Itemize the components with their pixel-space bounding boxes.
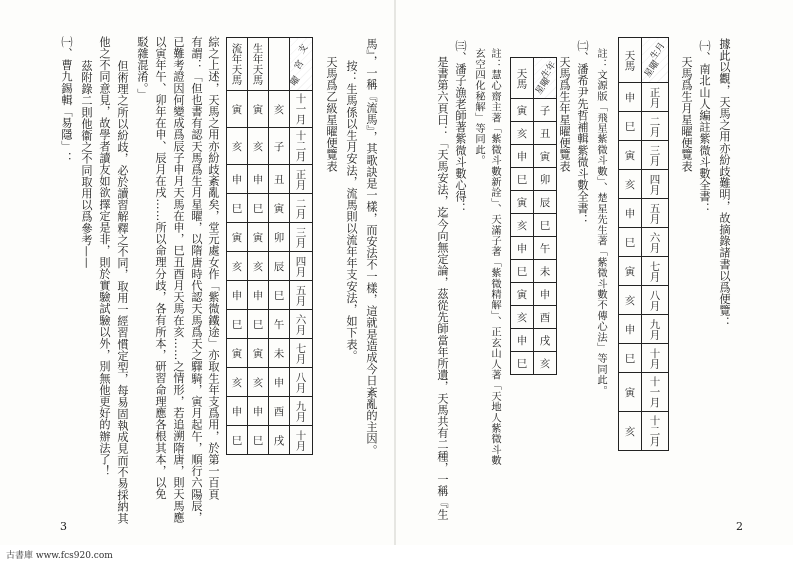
year-cell: 午 <box>534 237 557 260</box>
value-cell: 申 <box>619 83 642 112</box>
month-cell: 六月 <box>642 228 669 257</box>
year-cell: 卯 <box>534 168 557 191</box>
text-column: 有謂：「但也書有認天馬爲生月星曜，以隋唐時代認天馬爲天之驛騎，寅月起午，順行六陽辰， <box>190 36 203 524</box>
text-column: 是書第六頁曰：「天馬安法，迄今向無定論，茲從先師當年所遺，天馬共有二種，一稱『生 <box>436 56 449 520</box>
text-column: 綜之上述，天馬之用亦紛歧紊亂矣，堂元處女作「紫微鐵途」亦取生年支爲用，於第一百頁 <box>207 36 220 500</box>
zhi-label <box>269 38 290 91</box>
value-cell: 亥 <box>511 306 534 329</box>
value-cell: 巳 <box>227 426 248 455</box>
value-cell: 亥 <box>248 128 269 165</box>
year-cell: 未 <box>534 260 557 283</box>
month-cell: 十月 <box>642 344 669 373</box>
zhi-cell: 戌 <box>269 426 290 455</box>
page-number: 2 <box>736 520 743 533</box>
month-cell: 十二月 <box>642 412 669 451</box>
month-cell: 十二月 <box>290 128 313 165</box>
value-cell: 亥 <box>511 214 534 237</box>
diag-bottom: 曜 <box>289 74 303 88</box>
value-cell: 巳 <box>227 310 248 339</box>
month-cell: 正月 <box>290 165 313 194</box>
zhi-cell: 丑 <box>269 165 290 194</box>
year-cell: 寅 <box>534 145 557 168</box>
year-cell: 戌 <box>534 329 557 352</box>
footer-watermark: 古書庫 www.fcs920.com <box>6 551 113 561</box>
text-column: 馬』，一稱『流馬』，其歌訣是一樣，而安法不一樣，這就是造成今日紊亂的主因。 <box>365 38 378 456</box>
value-cell: 亥 <box>227 252 248 281</box>
diagonal-header <box>290 38 313 91</box>
month-cell: 二月 <box>290 194 313 223</box>
text-column: 已難考證因何變成爲辰子申月天馬在申，巳丑酉月天馬在亥……之情形，若追溯隋唐，則天馬應 <box>172 36 185 524</box>
value-cell: 申 <box>619 315 642 344</box>
zhi-cell: 未 <box>269 339 290 368</box>
year-cell: 巳 <box>534 214 557 237</box>
table-caption: 天馬爲生年星曜便覽表 <box>558 56 571 172</box>
value-cell: 申 <box>619 199 642 228</box>
month-cell: 八月 <box>642 286 669 315</box>
value-cell: 寅 <box>248 339 269 368</box>
row-label: 天馬 <box>511 58 534 99</box>
year-cell: 酉 <box>534 306 557 329</box>
text-column: 以寅年午、卯年在申、辰月在戌……所以命理分歧，各有所本，研習命理應各根其本，以免 <box>154 36 167 500</box>
month-cell: 十一月 <box>642 373 669 412</box>
year-cell: 丑 <box>534 122 557 145</box>
month-cell: 五月 <box>290 281 313 310</box>
value-cell: 亥 <box>511 122 534 145</box>
diag-bottom: 星曜 <box>533 76 553 97</box>
value-cell: 寅 <box>248 223 269 252</box>
right-page <box>396 0 793 545</box>
month-cell: 七月 <box>290 339 313 368</box>
value-cell: 寅 <box>227 91 248 128</box>
value-cell: 亥 <box>619 170 642 199</box>
month-cell: 六月 <box>290 310 313 339</box>
month-cell: 十一月 <box>290 91 313 128</box>
value-cell: 寅 <box>619 373 642 412</box>
text-column: 駁雜混淆。」 <box>136 36 149 100</box>
left-page <box>0 0 395 545</box>
tianma-yiji-table <box>226 37 313 455</box>
value-cell: 寅 <box>511 99 534 122</box>
value-cell: 申 <box>511 329 534 352</box>
zhi-cell: 子 <box>269 128 290 165</box>
text-column: 他之不同意見，故學者讀友如欲擇定是非，則於實驗試驗以外，別無他更好的辦法了！ <box>98 36 111 477</box>
value-cell: 寅 <box>511 191 534 214</box>
value-cell: 申 <box>248 281 269 310</box>
section-heading: ㈢、潘子漁老師著紫微斗數心得： <box>454 40 467 214</box>
month-cell: 五月 <box>642 199 669 228</box>
value-cell: 巳 <box>619 344 642 373</box>
value-cell: 亥 <box>619 412 642 451</box>
value-cell: 寅 <box>227 223 248 252</box>
diag-top: 支 <box>297 42 311 56</box>
section-heading: ㈡、潘希尹先哲補輯紫微斗數全書： <box>576 40 589 226</box>
value-cell: 申 <box>248 165 269 194</box>
row-label: 天馬 <box>619 38 642 83</box>
row-label: 流年天馬 <box>227 38 248 91</box>
text-column: 茲附錄二則他衞之不同取用以爲參考—— <box>80 60 93 269</box>
month-cell: 三月 <box>642 141 669 170</box>
year-cell: 申 <box>534 283 557 306</box>
diag-mid: 宮 <box>293 58 307 72</box>
zhi-cell: 寅 <box>269 194 290 223</box>
zhi-cell: 辰 <box>269 252 290 281</box>
value-cell: 寅 <box>248 91 269 128</box>
year-cell: 子 <box>534 99 557 122</box>
value-cell: 亥 <box>619 286 642 315</box>
value-cell: 寅 <box>619 141 642 170</box>
table-caption: 天馬爲乙級星曜便覽表 <box>325 56 338 172</box>
note-column: 註：文源版「飛星紫微斗數」、楚星先生著「紫微斗數不傳心法」等同此。 <box>595 48 607 396</box>
value-cell: 巳 <box>248 426 269 455</box>
value-cell: 亥 <box>248 368 269 397</box>
value-cell: 申 <box>511 145 534 168</box>
month-cell: 三月 <box>290 223 313 252</box>
diag-bottom: 星曜 <box>642 59 662 80</box>
value-cell: 寅 <box>227 339 248 368</box>
note-column: 註：慧心齋主著「紫微斗數新詮」、天滿子著「紫微精解」、正玄山人著「天地人紫微斗數 <box>489 48 501 466</box>
diag-top: 生月 <box>648 41 668 62</box>
text-column: 據此以觀，天馬之用亦紛歧難明，故摘錄諸書以爲便覽： <box>718 38 731 328</box>
value-cell: 寅 <box>619 257 642 286</box>
month-cell: 七月 <box>642 257 669 286</box>
zhi-cell: 申 <box>269 368 290 397</box>
value-cell: 巳 <box>619 228 642 257</box>
zhi-cell: 亥 <box>269 91 290 128</box>
month-cell: 二月 <box>642 112 669 141</box>
zhi-cell: 卯 <box>269 223 290 252</box>
month-cell: 四月 <box>290 252 313 281</box>
value-cell: 亥 <box>248 252 269 281</box>
value-cell: 巳 <box>248 310 269 339</box>
year-cell: 亥 <box>534 352 557 375</box>
month-cell: 九月 <box>642 315 669 344</box>
section-heading: ㈠、曹九錫輯「易隱」： <box>60 36 73 164</box>
month-cell: 九月 <box>290 397 313 426</box>
zhi-cell: 酉 <box>269 397 290 426</box>
value-cell: 申 <box>227 281 248 310</box>
text-column: 按：生馬係以生月安法，流馬則以流年年支安法，如下表。 <box>345 60 358 362</box>
month-cell: 十月 <box>290 426 313 455</box>
value-cell: 巳 <box>511 352 534 375</box>
text-column: 但術理之所以紛歧，必於讀習解釋之不同，取用一經習慣定型，每易固執成見而不易採納其 <box>116 60 129 524</box>
value-cell: 巳 <box>511 168 534 191</box>
page-number: 3 <box>60 520 67 533</box>
value-cell: 巳 <box>511 260 534 283</box>
tianma-birth-year-table <box>510 57 557 375</box>
year-cell: 辰 <box>534 191 557 214</box>
zhi-cell: 午 <box>269 310 290 339</box>
diagonal-header <box>534 58 557 99</box>
diagonal-header <box>642 38 669 83</box>
month-cell: 四月 <box>642 170 669 199</box>
value-cell: 申 <box>227 397 248 426</box>
section-heading: ㈠、南北山人編註紫微斗數全書： <box>698 40 711 214</box>
value-cell: 申 <box>248 397 269 426</box>
value-cell: 巳 <box>248 194 269 223</box>
value-cell: 寅 <box>511 283 534 306</box>
value-cell: 申 <box>511 237 534 260</box>
value-cell: 亥 <box>227 368 248 397</box>
value-cell: 申 <box>227 165 248 194</box>
value-cell: 巳 <box>619 112 642 141</box>
month-cell: 正月 <box>642 83 669 112</box>
table-caption: 天馬爲生月星曜便覽表 <box>680 56 693 172</box>
diag-top: 生年 <box>539 60 559 81</box>
month-cell: 八月 <box>290 368 313 397</box>
tianma-birth-month-table <box>618 37 669 451</box>
row-label: 生年天馬 <box>248 38 269 91</box>
value-cell: 亥 <box>227 128 248 165</box>
note-column: 玄空四化秘解」等同此。 <box>473 48 485 166</box>
value-cell: 巳 <box>227 194 248 223</box>
zhi-cell: 巳 <box>269 281 290 310</box>
